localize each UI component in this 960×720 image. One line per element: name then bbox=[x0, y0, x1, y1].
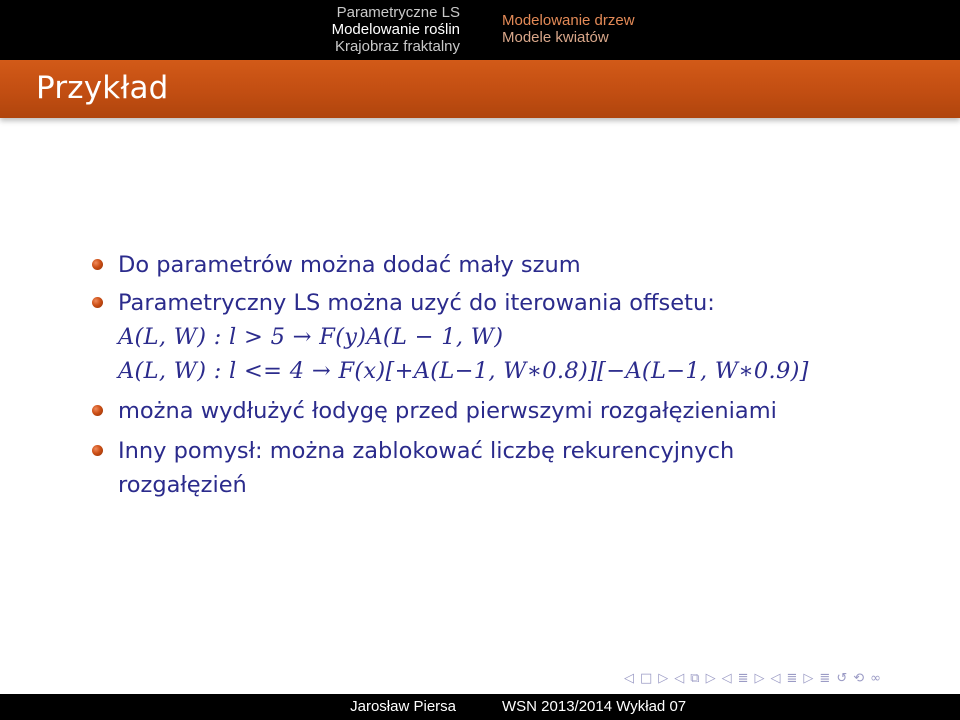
document-icon[interactable]: ≣ bbox=[786, 670, 798, 686]
item-text: można wydłużyć łodygę przed pierwszymi rozgałęzieniami bbox=[118, 398, 777, 424]
top-navigation-bar bbox=[0, 0, 960, 60]
nav-section-plant-modeling[interactable]: Modelowanie roślin bbox=[331, 21, 460, 38]
prev-frame-icon[interactable]: ◁ bbox=[624, 670, 634, 686]
footer-event: WSN 2013/2014 Wykład 07 bbox=[502, 698, 687, 715]
production-rule: A(L, W) : l <= 4 → F(x)[+A(L−1, W∗0.8)][−A(L−1, W∗0.9)] bbox=[118, 358, 809, 384]
nav-subsection-tree-modeling[interactable]: Modelowanie drzew bbox=[502, 12, 635, 29]
frame-title-bar bbox=[0, 60, 960, 118]
item-text: Parametryczny LS można uzyć do iterowania offsetu: bbox=[118, 290, 715, 316]
nav-section-parametric-ls[interactable]: Parametryczne LS bbox=[336, 4, 460, 21]
forward-icon[interactable]: ⟲ bbox=[853, 670, 865, 686]
frame-title: Przykład bbox=[36, 70, 169, 106]
item-text: Do parametrów można dodać mały szum bbox=[118, 252, 581, 278]
subsection-navigation bbox=[478, 0, 960, 60]
section-navigation bbox=[0, 0, 478, 60]
search-icon[interactable]: ∞ bbox=[870, 670, 881, 686]
list-item bbox=[92, 394, 932, 428]
bullet-icon bbox=[92, 297, 103, 308]
bullet-icon bbox=[92, 259, 103, 270]
item-text: Inny pomysł: można zablokować liczbę rekurencyjnych bbox=[118, 438, 735, 464]
outline-icon[interactable]: ≣ bbox=[819, 670, 831, 686]
prev-subsection-icon[interactable]: ◁ bbox=[674, 670, 685, 686]
footer-author: Jarosław Piersa bbox=[350, 698, 456, 715]
bullet-icon bbox=[92, 405, 103, 416]
navigation-symbols bbox=[624, 668, 954, 688]
bullet-icon bbox=[92, 445, 103, 456]
list-item bbox=[92, 434, 932, 502]
next-document-icon[interactable]: ▷ bbox=[803, 670, 814, 686]
subsection-icon[interactable]: ⧉ bbox=[690, 670, 700, 686]
prev-document-icon[interactable]: ◁ bbox=[770, 670, 781, 686]
prev-section-icon[interactable]: ◁ bbox=[721, 670, 732, 686]
production-rule: A(L, W) : l > 5 → F(y)A(L − 1, W) bbox=[118, 324, 504, 350]
next-section-icon[interactable]: ▷ bbox=[754, 670, 765, 686]
footer-bar bbox=[0, 694, 960, 720]
item-text: rozgałęzień bbox=[118, 472, 247, 498]
list-item bbox=[92, 286, 932, 388]
next-subsection-icon[interactable]: ▷ bbox=[705, 670, 716, 686]
slide-content bbox=[92, 248, 932, 502]
nav-subsection-flower-models[interactable]: Modele kwiatów bbox=[502, 29, 609, 46]
list-item bbox=[92, 248, 932, 282]
frame-icon[interactable]: □ bbox=[640, 670, 653, 686]
nav-section-fractal-landscape[interactable]: Krajobraz fraktalny bbox=[334, 38, 460, 55]
next-frame-icon[interactable]: ▷ bbox=[658, 670, 669, 686]
back-icon[interactable]: ↺ bbox=[836, 670, 848, 686]
section-icon[interactable]: ≣ bbox=[737, 670, 749, 686]
